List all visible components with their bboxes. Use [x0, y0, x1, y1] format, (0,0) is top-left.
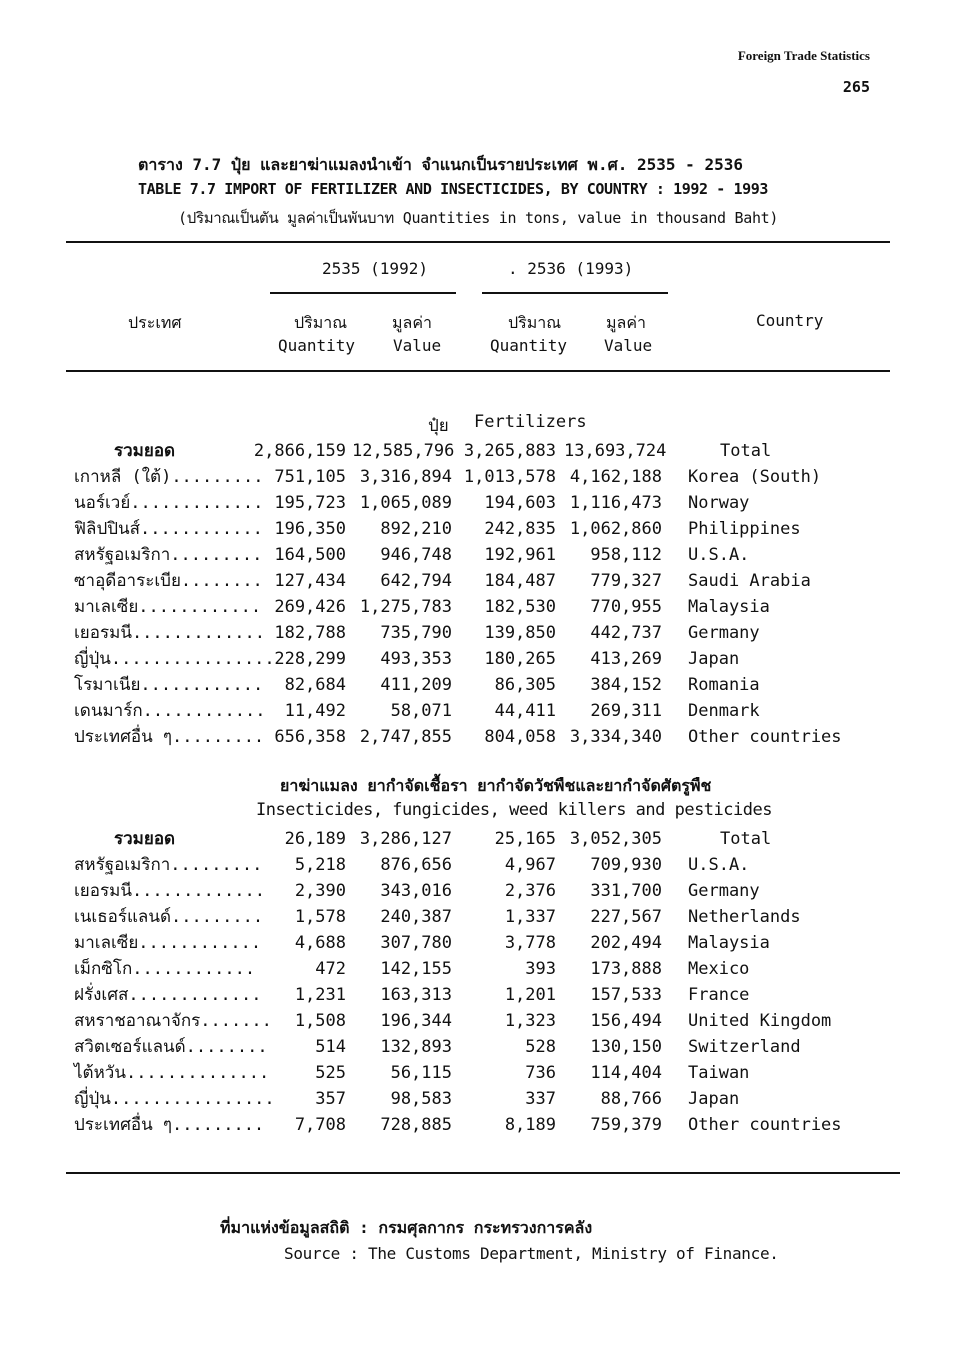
country-en-cell: Saudi Arabia [688, 571, 811, 591]
country-en-cell: Korea (South) [688, 467, 822, 487]
country-en-cell: Mexico [688, 959, 750, 979]
year-1992-underline [270, 292, 456, 294]
value-1993-cell: 157,533 [590, 985, 662, 1005]
quantity-1993-cell: 4,967 [504, 855, 556, 875]
quantity-1993-cell: 184,487 [484, 571, 556, 591]
country-thai-cell: ประเทศอื่น ๆ......... [74, 727, 265, 747]
quantity-1992-cell: 127,434 [274, 571, 346, 591]
qty-1992-thai-header: ปริมาณ [294, 313, 348, 332]
source-note-thai: ที่มาแห่งข้อมูลสถิติ : กรมศุลกากร กระทรวงการคลัง [220, 1218, 593, 1237]
country-en-cell: Switzerland [688, 1037, 801, 1057]
country-en-cell: Taiwan [688, 1063, 750, 1083]
section-title-insecticides-thai: ยาฆ่าแมลง ยากำจัดเชื้อรา ยากำจัดวัชพืชและยากำจัดศัตรูพืช [280, 776, 712, 795]
country-thai-cell: เม็กซิโก............ [74, 959, 256, 979]
quantity-1992-cell: 5,218 [294, 855, 346, 875]
quantity-1992-cell: 7,708 [294, 1115, 346, 1135]
year-1993-header: . 2536 (1993) [508, 259, 634, 278]
country-en-cell: Philippines [688, 519, 801, 539]
country-en-cell: Germany [688, 623, 760, 643]
quantity-1993-cell: 8,189 [504, 1115, 556, 1135]
country-en-cell: Malaysia [688, 597, 770, 617]
val-1992-thai-header: มูลค่า [392, 313, 433, 332]
quantity-1992-cell: 2,390 [294, 881, 346, 901]
value-1992-cell: 132,893 [380, 1037, 452, 1057]
value-1992-cell: 2,747,855 [359, 727, 452, 747]
value-1993-cell: 331,700 [590, 881, 662, 901]
value-1993-cell: 3,052,305 [569, 829, 662, 849]
country-thai-cell: รวมยอด [114, 441, 176, 461]
table-row [0, 878, 966, 904]
country-thai-cell: โรมาเนีย............ [74, 675, 264, 695]
table-row [0, 646, 966, 672]
value-1993-cell: 709,930 [590, 855, 662, 875]
quantity-1993-cell: 1,323 [504, 1011, 556, 1031]
value-1992-cell: 728,885 [380, 1115, 452, 1135]
qty-1992-en-header: Quantity [278, 336, 356, 355]
country-thai-cell: สหรัฐอเมริกา......... [74, 855, 263, 875]
value-1993-cell: 130,150 [590, 1037, 662, 1057]
value-1993-cell: 4,162,188 [569, 467, 662, 487]
country-thai-cell: เกาหลี (ใต้)......... [74, 467, 264, 487]
quantity-1993-cell: 393 [525, 959, 556, 979]
quantity-1993-cell: 804,058 [484, 727, 556, 747]
country-thai-cell: ไต้หวัน.............. [74, 1063, 270, 1083]
country-thai-cell: มาเลเซีย............ [74, 597, 262, 617]
val-1992-en-header: Value [393, 336, 442, 355]
value-1993-cell: 779,327 [590, 571, 662, 591]
value-1992-cell: 411,209 [380, 675, 452, 695]
quantity-1993-cell: 182,530 [484, 597, 556, 617]
quantity-1993-cell: 1,013,578 [463, 467, 556, 487]
country-thai-cell: ซาอุดีอาระเบีย........ [74, 571, 263, 591]
quantity-1993-cell: 242,835 [484, 519, 556, 539]
value-1993-cell: 384,152 [590, 675, 662, 695]
value-1993-cell: 958,112 [590, 545, 662, 565]
table-row [0, 464, 966, 490]
quantity-1993-cell: 86,305 [494, 675, 556, 695]
quantity-1992-cell: 196,350 [274, 519, 346, 539]
country-en-cell: Japan [688, 649, 740, 669]
country-en-cell: Other countries [688, 727, 842, 747]
section-title-fertilizers-en: Fertilizers [474, 412, 587, 432]
section-title-fertilizers-thai: ปุ๋ย [428, 416, 449, 436]
country-thai-cell: สหราชอาณาจักร....... [74, 1011, 272, 1031]
table-units-note: (ปริมาณเป็นตัน มูลค่าเป็นพันบาท Quantities in tons, value in thousand Baht) [178, 209, 779, 227]
value-1993-cell: 156,494 [590, 1011, 662, 1031]
quantity-1993-cell: 3,265,883 [463, 441, 556, 461]
value-1992-cell: 876,656 [380, 855, 452, 875]
value-1993-cell: 173,888 [590, 959, 662, 979]
value-1993-cell: 3,334,340 [569, 727, 662, 747]
country-en-header: Country [756, 311, 824, 330]
quantity-1992-cell: 164,500 [274, 545, 346, 565]
quantity-1992-cell: 656,358 [274, 727, 346, 747]
value-1992-cell: 163,313 [380, 985, 452, 1005]
quantity-1992-cell: 1,578 [294, 907, 346, 927]
quantity-1992-cell: 269,426 [274, 597, 346, 617]
table-row [0, 516, 966, 542]
country-en-cell: Norway [688, 493, 750, 513]
value-1993-cell: 88,766 [600, 1089, 662, 1109]
quantity-1993-cell: 736 [525, 1063, 556, 1083]
header-bottom-rule [66, 370, 890, 372]
quantity-1993-cell: 3,778 [504, 933, 556, 953]
table-row [0, 490, 966, 516]
value-1992-cell: 343,016 [380, 881, 452, 901]
country-thai-cell: ญี่ปุ่น................ [74, 649, 275, 669]
value-1992-cell: 12,585,796 [352, 441, 455, 461]
country-en-cell: Japan [688, 1089, 740, 1109]
quantity-1992-cell: 82,684 [284, 675, 346, 695]
quantity-1993-cell: 44,411 [494, 701, 556, 721]
country-thai-header: ประเทศ [128, 313, 182, 332]
value-1993-cell: 114,404 [590, 1063, 662, 1083]
quantity-1992-cell: 11,492 [284, 701, 346, 721]
quantity-1992-cell: 4,688 [294, 933, 346, 953]
country-en-cell: Romania [688, 675, 760, 695]
table-row [0, 904, 966, 930]
quantity-1992-cell: 26,189 [284, 829, 346, 849]
country-thai-cell: รวมยอด [114, 829, 176, 849]
value-1992-cell: 735,790 [380, 623, 452, 643]
country-en-cell: Denmark [688, 701, 760, 721]
section-title-insecticides-en: Insecticides, fungicides, weed killers and pesticides [256, 800, 772, 820]
page-number: 265 [842, 78, 870, 96]
value-1992-cell: 3,286,127 [359, 829, 452, 849]
value-1993-cell: 442,737 [590, 623, 662, 643]
quantity-1992-cell: 1,231 [294, 985, 346, 1005]
value-1992-cell: 58,071 [390, 701, 452, 721]
table-row [0, 672, 966, 698]
qty-1993-thai-header: ปริมาณ [508, 313, 562, 332]
value-1993-cell: 759,379 [590, 1115, 662, 1135]
country-en-cell: Total [720, 441, 772, 461]
quantity-1993-cell: 528 [525, 1037, 556, 1057]
quantity-1993-cell: 25,165 [494, 829, 556, 849]
country-en-cell: Malaysia [688, 933, 770, 953]
value-1993-cell: 269,311 [590, 701, 662, 721]
table-row [0, 956, 966, 982]
value-1993-cell: 13,693,724 [564, 441, 667, 461]
table-row [0, 724, 966, 750]
value-1992-cell: 240,387 [380, 907, 452, 927]
country-en-cell: U.S.A. [688, 855, 750, 875]
year-1992-header: 2535 (1992) [322, 259, 428, 278]
country-en-cell: Total [720, 829, 772, 849]
country-thai-cell: เดนมาร์ก............ [74, 701, 266, 721]
quantity-1993-cell: 1,337 [504, 907, 556, 927]
country-thai-cell: เยอรมนี............. [74, 623, 265, 643]
table-bottom-rule [66, 1172, 900, 1174]
country-thai-cell: ประเทศอื่น ๆ......... [74, 1115, 265, 1135]
value-1992-cell: 946,748 [380, 545, 452, 565]
table-title-thai: ตาราง 7.7 ปุ๋ย และยาฆ่าแมลงนำเข้า จำแนกเป็นรายประเทศ พ.ศ. 2535 - 2536 [138, 155, 743, 174]
table-row [0, 1034, 966, 1060]
table-row [0, 982, 966, 1008]
quantity-1992-cell: 525 [315, 1063, 346, 1083]
quantity-1992-cell: 228,299 [274, 649, 346, 669]
val-1993-en-header: Value [604, 336, 653, 355]
value-1993-cell: 413,269 [590, 649, 662, 669]
qty-1993-en-header: Quantity [490, 336, 568, 355]
source-note-english: Source : The Customs Department, Ministry of Finance. [284, 1244, 779, 1263]
quantity-1992-cell: 2,866,159 [253, 441, 346, 461]
table-row [0, 930, 966, 956]
quantity-1993-cell: 194,603 [484, 493, 556, 513]
country-thai-cell: เนเธอร์แลนด์......... [74, 907, 264, 927]
value-1992-cell: 1,275,783 [359, 597, 452, 617]
quantity-1992-cell: 514 [315, 1037, 346, 1057]
country-thai-cell: ฟิลิปปินส์............ [74, 519, 263, 539]
year-1993-underline [482, 292, 668, 294]
quantity-1993-cell: 2,376 [504, 881, 556, 901]
country-en-cell: U.S.A. [688, 545, 750, 565]
value-1992-cell: 98,583 [390, 1089, 452, 1109]
value-1993-cell: 770,955 [590, 597, 662, 617]
quantity-1992-cell: 751,105 [274, 467, 346, 487]
country-thai-cell: มาเลเซีย............ [74, 933, 262, 953]
quantity-1993-cell: 192,961 [484, 545, 556, 565]
country-en-cell: Netherlands [688, 907, 801, 927]
table-top-rule [66, 241, 890, 243]
quantity-1993-cell: 337 [525, 1089, 556, 1109]
value-1992-cell: 56,115 [390, 1063, 452, 1083]
table-title-english: TABLE 7.7 IMPORT OF FERTILIZER AND INSECTICIDES, BY COUNTRY : 1992 - 1993 [138, 180, 769, 198]
value-1993-cell: 202,494 [590, 933, 662, 953]
running-title: Foreign Trade Statistics [737, 48, 870, 63]
country-en-cell: France [688, 985, 750, 1005]
table-row [0, 1008, 966, 1034]
value-1993-cell: 1,116,473 [569, 493, 662, 513]
country-thai-cell: ฝรั่งเศส............. [74, 985, 262, 1005]
country-thai-cell: เยอรมนี............. [74, 881, 265, 901]
table-row [0, 594, 966, 620]
table-row [0, 620, 966, 646]
country-thai-cell: สวิตเซอร์แลนด์........ [74, 1037, 268, 1057]
value-1992-cell: 307,780 [380, 933, 452, 953]
quantity-1992-cell: 182,788 [274, 623, 346, 643]
value-1992-cell: 1,065,089 [359, 493, 452, 513]
table-row [0, 542, 966, 568]
value-1993-cell: 227,567 [590, 907, 662, 927]
quantity-1993-cell: 139,850 [484, 623, 556, 643]
quantity-1992-cell: 357 [315, 1089, 346, 1109]
value-1992-cell: 892,210 [380, 519, 452, 539]
value-1992-cell: 642,794 [380, 571, 452, 591]
table-row [0, 568, 966, 594]
quantity-1992-cell: 195,723 [274, 493, 346, 513]
value-1992-cell: 196,344 [380, 1011, 452, 1031]
table-row [0, 1086, 966, 1112]
value-1992-cell: 3,316,894 [359, 467, 452, 487]
country-thai-cell: นอร์เวย์............. [74, 493, 264, 513]
table-row [0, 698, 966, 724]
total-row [0, 438, 966, 464]
country-thai-cell: ญี่ปุ่น................ [74, 1089, 275, 1109]
table-row [0, 852, 966, 878]
value-1992-cell: 142,155 [380, 959, 452, 979]
quantity-1993-cell: 180,265 [484, 649, 556, 669]
value-1993-cell: 1,062,860 [569, 519, 662, 539]
country-en-cell: United Kingdom [688, 1011, 832, 1031]
quantity-1992-cell: 472 [315, 959, 346, 979]
table-row [0, 1112, 966, 1138]
table-row [0, 1060, 966, 1086]
quantity-1993-cell: 1,201 [504, 985, 556, 1005]
country-en-cell: Germany [688, 881, 760, 901]
country-thai-cell: สหรัฐอเมริกา......... [74, 545, 263, 565]
country-en-cell: Other countries [688, 1115, 842, 1135]
quantity-1992-cell: 1,508 [294, 1011, 346, 1031]
val-1993-thai-header: มูลค่า [606, 313, 647, 332]
value-1992-cell: 493,353 [380, 649, 452, 669]
total-row [0, 826, 966, 852]
